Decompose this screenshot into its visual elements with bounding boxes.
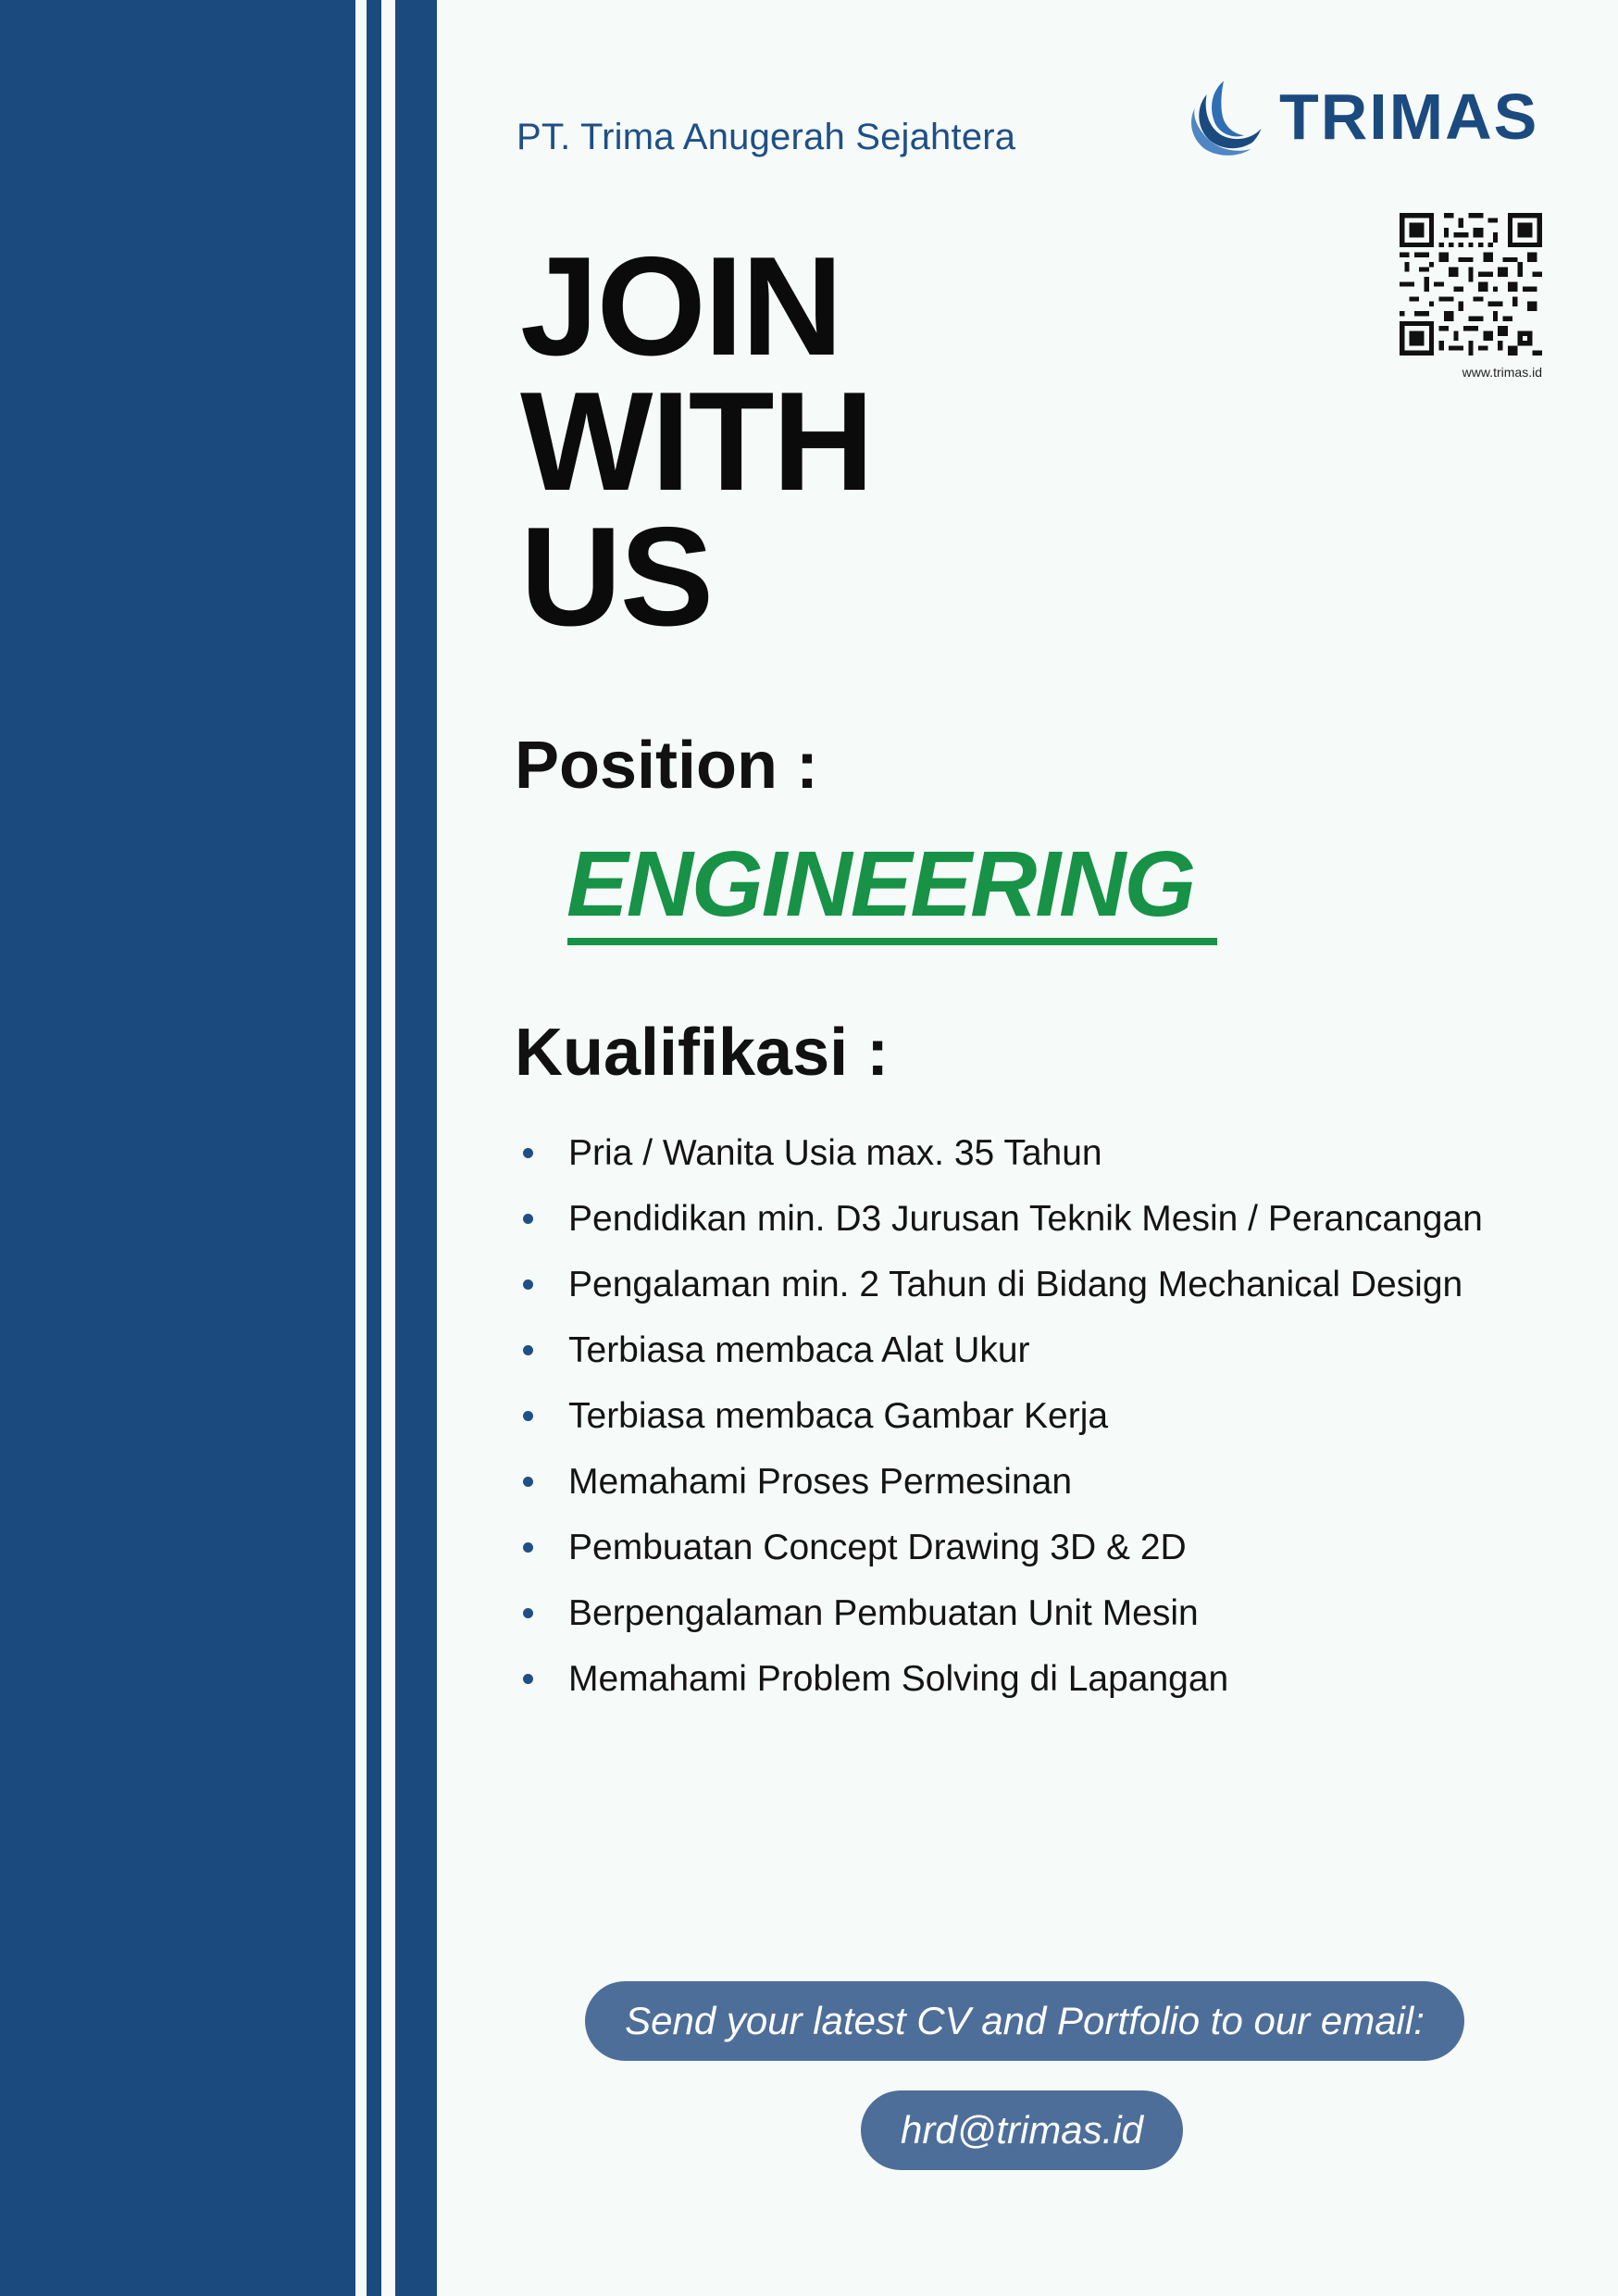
headline: [520, 228, 873, 655]
brand-logo-block: [1181, 72, 1538, 161]
bullet-icon: [523, 1542, 533, 1553]
qualification-text: Terbiasa membaca Alat Ukur: [568, 1329, 1030, 1370]
list-item: [515, 1252, 1483, 1317]
headline-line-1: JOIN: [520, 228, 841, 385]
email-link-pill[interactable]: hrd@trimas.id: [861, 2090, 1183, 2170]
position-label: Position :: [515, 729, 818, 803]
list-item: [515, 1383, 1483, 1449]
bullet-icon: [523, 1411, 533, 1421]
list-item: [515, 1515, 1483, 1580]
bullet-icon: [523, 1674, 533, 1684]
qualification-text: Pengalaman min. 2 Tahun di Bidang Mechanical Design: [568, 1264, 1463, 1304]
qualifications-list: [515, 1120, 1483, 1712]
headline-line-3: US: [520, 498, 713, 655]
qualification-text: Terbiasa membaca Gambar Kerja: [568, 1395, 1109, 1436]
qr-code-icon: [1400, 213, 1542, 356]
brand-name: TRIMAS: [1279, 81, 1539, 153]
left-blue-stripe-thin: [367, 0, 381, 2296]
list-item: [515, 1120, 1483, 1186]
headline-line-2: WITH: [520, 363, 873, 520]
bullet-icon: [523, 1477, 533, 1487]
company-name: PT. Trima Anugerah Sejahtera: [517, 117, 1016, 157]
left-blue-stripe-wide: [395, 0, 437, 2296]
position-value: ENGINEERING: [566, 832, 1195, 936]
position-underline: [567, 938, 1217, 945]
bullet-icon: [523, 1345, 533, 1355]
qualification-text: Pria / Wanita Usia max. 35 Tahun: [568, 1132, 1102, 1173]
qualification-text: Memahami Proses Permesinan: [568, 1461, 1073, 1502]
list-item: [515, 1580, 1483, 1646]
qualification-text: Memahami Problem Solving di Lapangan: [568, 1658, 1229, 1699]
left-blue-band: [0, 0, 355, 2296]
list-item: [515, 1646, 1483, 1712]
bullet-icon: [523, 1148, 533, 1158]
bullet-icon: [523, 1608, 533, 1618]
qualification-text: Pembuatan Concept Drawing 3D & 2D: [568, 1527, 1187, 1567]
bullet-icon: [523, 1279, 533, 1290]
cta-instruction-pill: Send your latest CV and Portfolio to our email:: [585, 1981, 1464, 2061]
list-item: [515, 1317, 1483, 1383]
list-item: [515, 1186, 1483, 1252]
qualification-text: Berpengalaman Pembuatan Unit Mesin: [568, 1592, 1199, 1633]
qualification-text: Pendidikan min. D3 Jurusan Teknik Mesin / Perancangan: [568, 1198, 1483, 1239]
wave-swoosh-logo-icon: [1181, 74, 1266, 159]
bullet-icon: [523, 1214, 533, 1224]
list-item: [515, 1449, 1483, 1515]
qualifications-label: Kualifikasi :: [515, 1016, 890, 1090]
website-url: www.trimas.id: [1462, 365, 1542, 380]
